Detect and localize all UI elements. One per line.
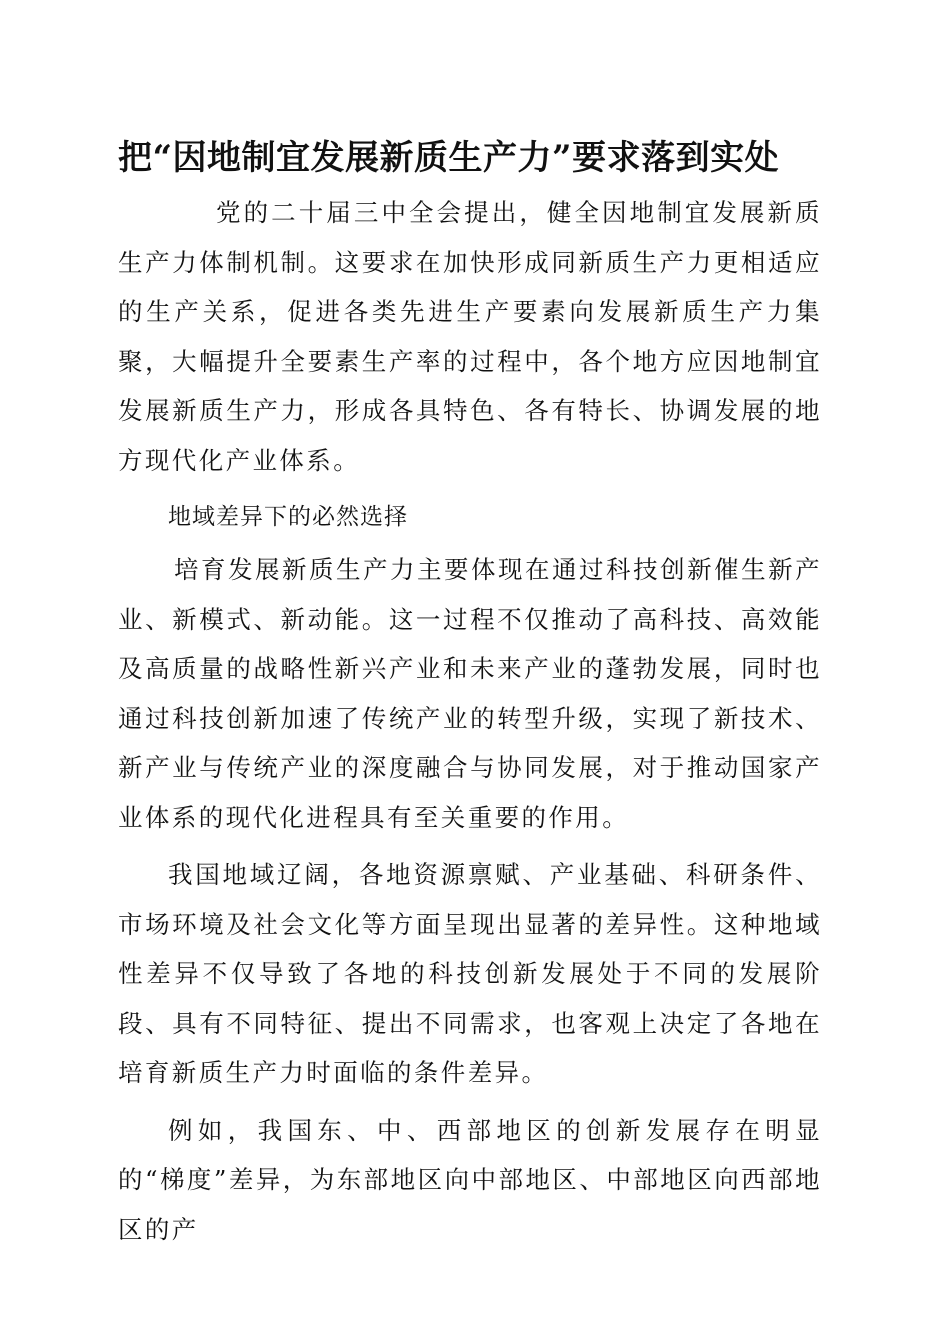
body-paragraph-3: 我国地域辽阔，各地资源禀赋、产业基础、科研条件、市场环境及社会文化等方面呈现出显著的差异性。这种地域性差异不仅导致了各地的科技创新发展处于不同的发展阶段、具有不同特征、提出不同需求，也客观上决定了各地在培育新质生产力时面临的条件差异。	[118, 860, 822, 1087]
document-title: 把“因地制宜发展新质生产力”要求落到实处	[118, 138, 780, 178]
body-paragraph-4: 例如，我国东、中、西部地区的创新发展存在明显的“梯度”差异，为东部地区向中部地区、中部地区向西部地区的产	[118, 1115, 822, 1244]
document-page	[118, 128, 822, 1254]
body-paragraph-1: 党的二十届三中全会提出，健全因地制宜发展新质生产力体制机制。这要求在加快形成同新质生产力更相适应的生产关系，促进各类先进生产要素向发展新质生产力集聚，大幅提升全要素生产率的过程中，各个地方应因地制宜发展新质生产力，形成各具特色、各有特长、协调发展的地方现代化产业体系。	[118, 198, 822, 475]
body-paragraph-2: 培育发展新质生产力主要体现在通过科技创新催生新产业、新模式、新动能。这一过程不仅推动了高科技、高效能及高质量的战略性新兴产业和未来产业的蓬勃发展，同时也通过科技创新加速了传统产业的转型升级，实现了新技术、新产业与传统产业的深度融合与协同发展，对于推动国家产业体系的现代化进程具有至关重要的作用。	[118, 555, 822, 832]
section-heading: 地域差异下的必然选择	[168, 504, 408, 530]
